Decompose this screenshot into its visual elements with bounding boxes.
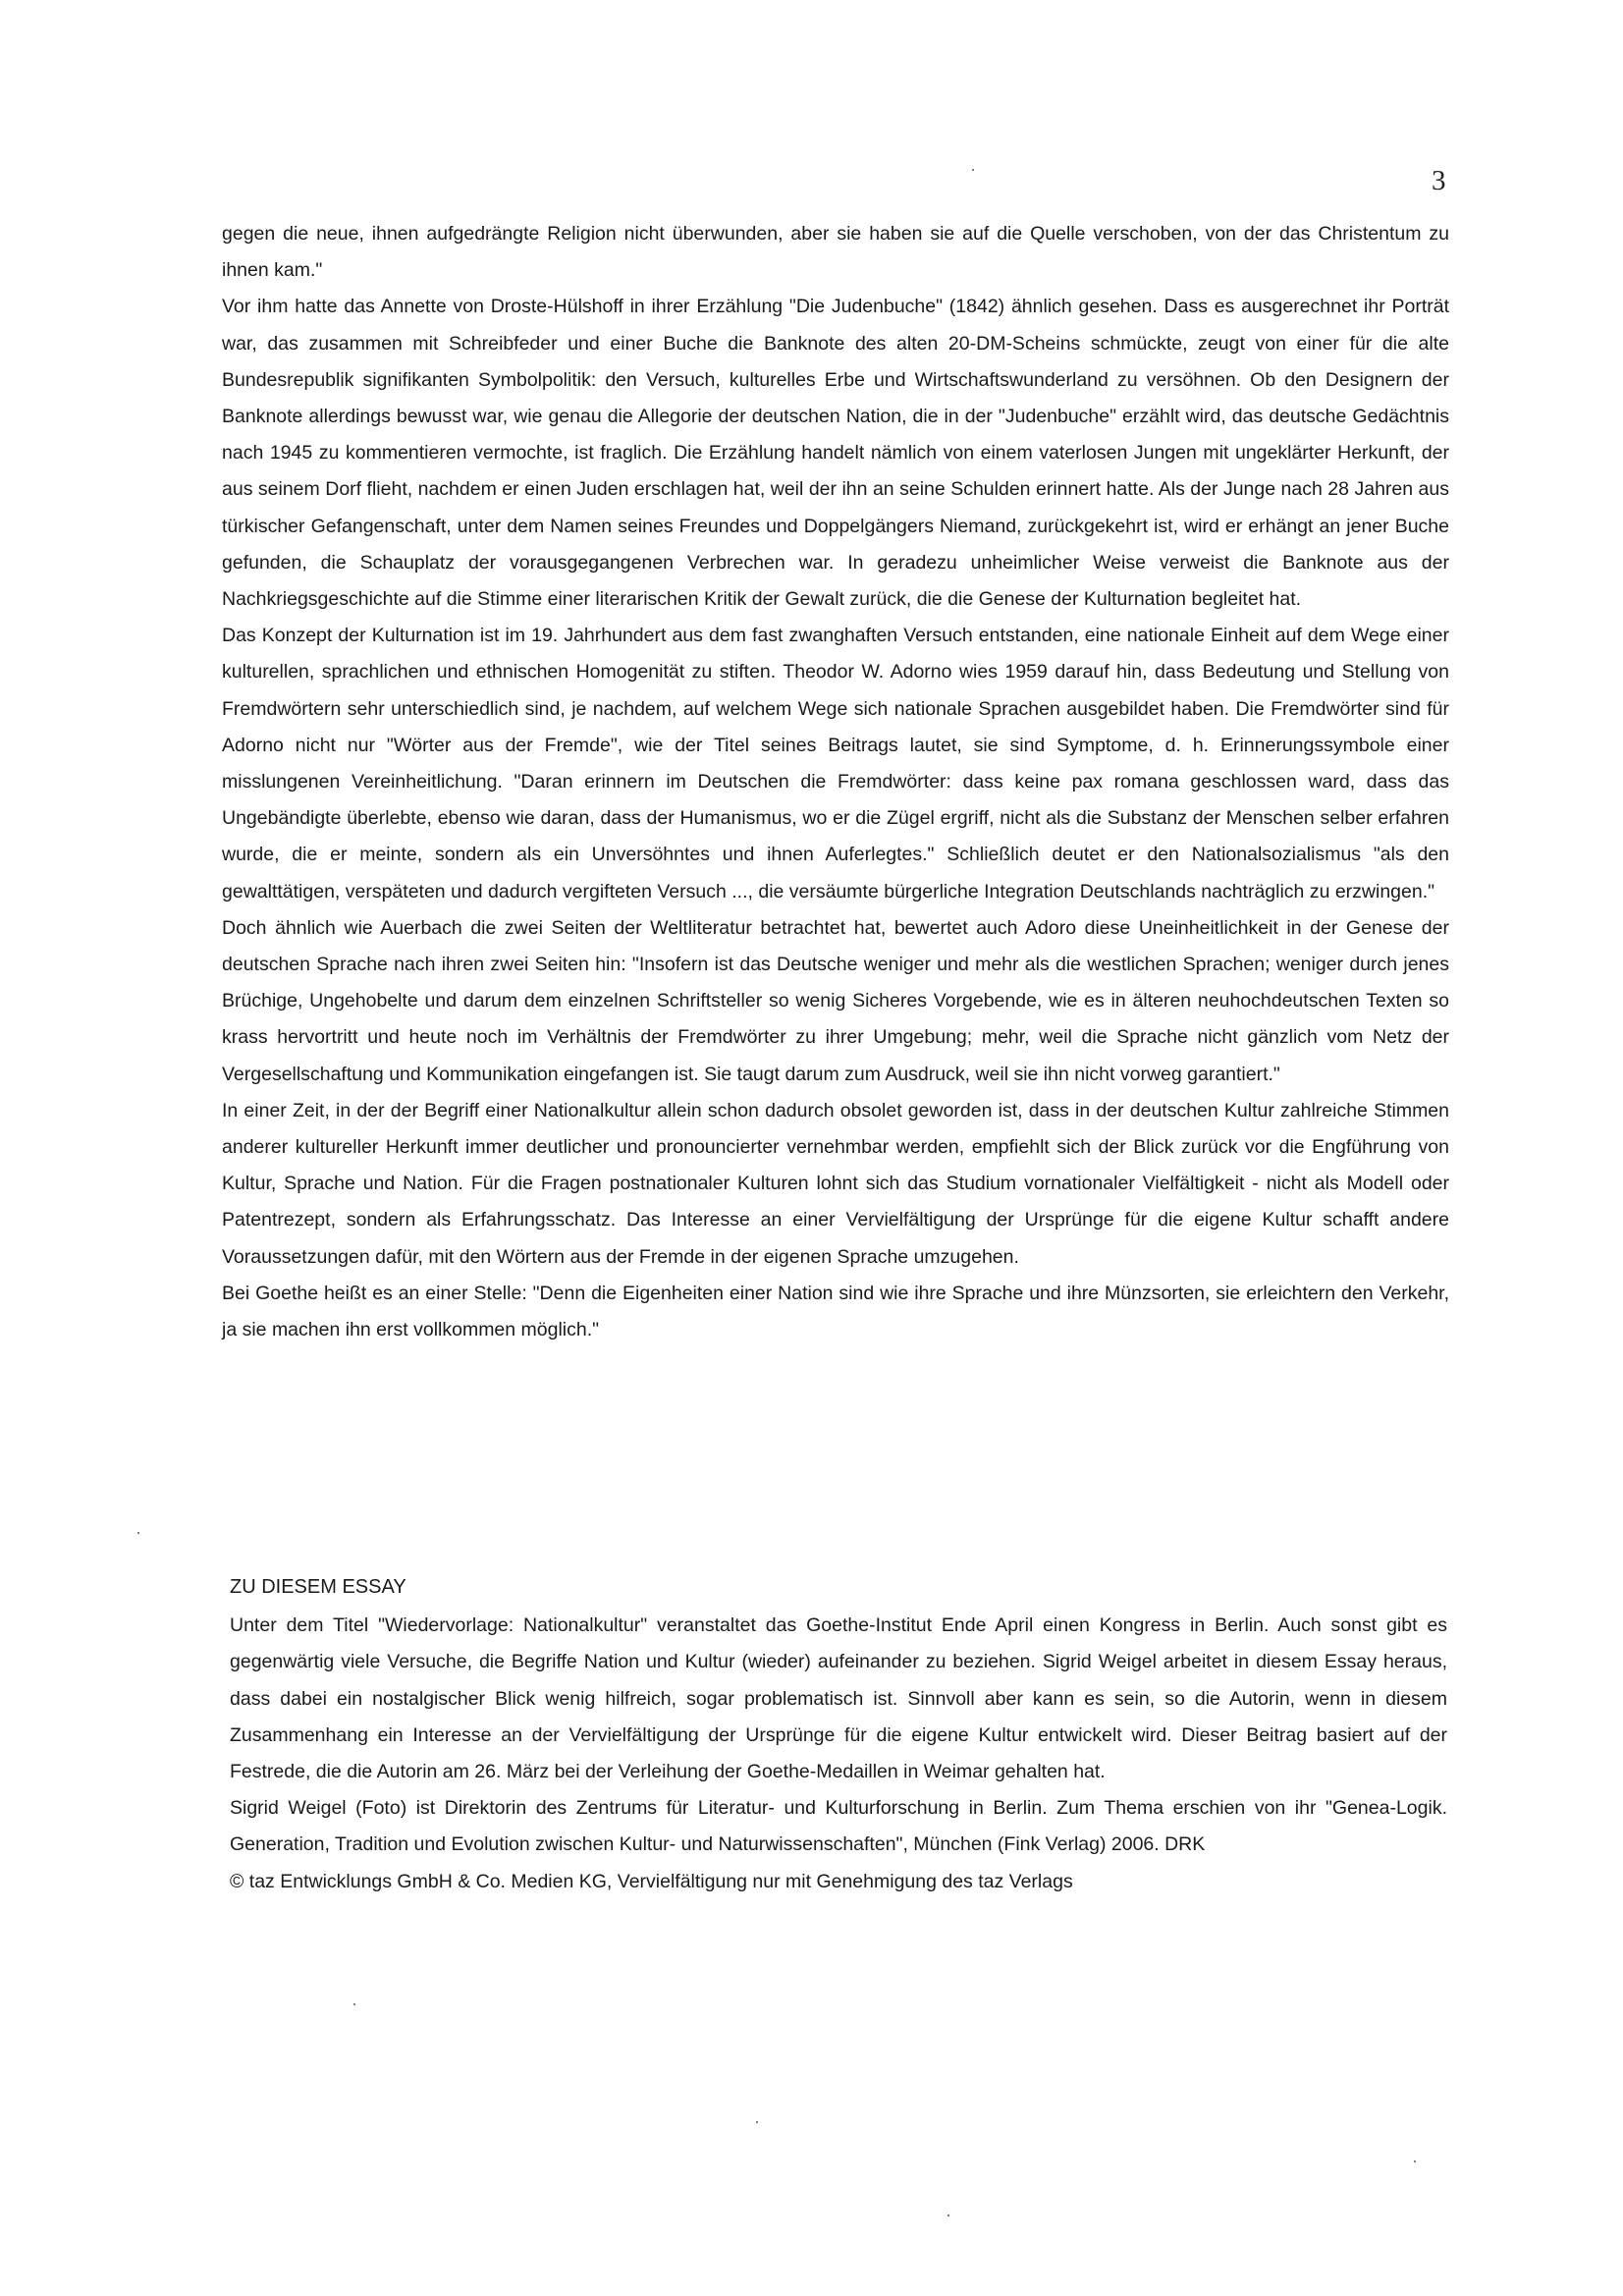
paragraph: gegen die neue, ihnen aufgedrängte Religion nicht überwunden, aber sie haben sie auf die Quelle verschoben, von der das Christentum zu ihnen kam." (222, 223, 1449, 282)
scan-speck (137, 1532, 139, 1534)
paragraph: In einer Zeit, in der der Begriff einer Nationalkultur allein schon dadurch obsolet geworden ist, dass in der deutschen Kultur zahlreiche Stimmen anderer kultureller Herkunft immer deutlicher und pronouncierter vernehmbar werden, empfiehlt sich der Blick zurück vor die Engführung von Kultur, Sprache und Nation. Für die Fragen postnationaler Kulturen lohnt sich das Studium vornationaler Vielfältigkeit - nicht als Modell oder Patentrezept, sondern als Erfahrungsschatz. Das Interesse an einer Vervielfältigung der Ursprünge für die eigene Kultur schafft andere Voraussetzungen dafür, mit den Wörtern aus der Fremde in der eigenen Sprache umzugehen. (222, 1099, 1449, 1268)
paragraph: Bei Goethe heißt es an einer Stelle: "Denn die Eigenheiten einer Nation sind wie ihre Sprache und ihre Münzsorten, sie erleichtern den Verkehr, ja sie machen ihn erst vollkommen möglich." (222, 1282, 1449, 1341)
essay-body (222, 216, 1449, 1348)
scan-speck (353, 2003, 355, 2005)
scan-speck (947, 2214, 949, 2216)
scan-speck (1414, 2160, 1416, 2162)
author-bio: Sigrid Weigel (Foto) ist Direktorin des Zentrums für Literatur- und Kulturforschung in Berlin. Zum Thema erschien von ihr "Genea-Logik. Generation, Tradition und Evolution zwischen Kultur- und Naturwissenschaften", München (Fink Verlag) 2006. DRK (230, 1797, 1447, 1856)
note-paragraph: Unter dem Titel "Wiedervorlage: Nationalkultur" veranstaltet das Goethe-Institut Ende April einen Kongress in Berlin. Auch sonst gibt es gegenwärtig viele Versuche, die Begriffe Nation und Kultur (wieder) aufeinander zu beziehen. Sigrid Weigel arbeitet in diesem Essay heraus, dass dabei ein nostalgischer Blick wenig hilfreich, sogar problematisch ist. Sinnvoll aber kann es sein, so die Autorin, wenn in diesem Zusammenhang ein Interesse an der Vervielfältigung der Ursprünge für die eigene Kultur entwickelt wird. Dieser Beitrag basiert auf der Festrede, die die Autorin am 26. März bei der Verleihung der Goethe-Medaillen in Weimar gehalten hat. (230, 1614, 1447, 1783)
note-heading: ZU DIESEM ESSAY (230, 1576, 406, 1598)
page-number: 3 (1432, 165, 1446, 196)
copyright-notice: © taz Entwicklungs GmbH & Co. Medien KG, Vervielfältigung nur mit Genehmigung des taz Verlags (230, 1870, 1073, 1892)
scan-speck (756, 2121, 758, 2123)
essay-note (230, 1569, 1447, 1900)
scan-speck (972, 169, 974, 171)
paragraph: Vor ihm hatte das Annette von Droste-Hülshoff in ihrer Erzählung "Die Judenbuche" (1842) ähnlich gesehen. Dass es ausgerechnet ihr Porträt war, das zusammen mit Schreibfeder und einer Buche die Banknote des alten 20-DM-Scheins schmückte, zeugt von einer für die alte Bundesrepublik signifikanten Symbolpolitik: den Versuch, kulturelles Erbe und Wirtschaftswunderland zu versöhnen. Ob den Designern der Banknote allerdings bewusst war, wie genau die Allegorie der deutschen Nation, die in der "Judenbuche" erzählt wird, das deutsche Gedächtnis nach 1945 zu kommentieren vermochte, ist fraglich. Die Erzählung handelt nämlich von einem vaterlosen Jungen mit ungeklärter Herkunft, der aus seinem Dorf flieht, nachdem er einen Juden erschlagen hat, weil der ihn an seine Schulden erinnert hatte. Als der Junge nach 28 Jahren aus türkischer Gefangenschaft, unter dem Namen seines Freundes und Doppelgängers Niemand, zurückgekehrt ist, wird er erhängt an jener Buche gefunden, die Schauplatz der vorausgegangenen Verbrechen war. In geradezu unheimlicher Weise verweist die Banknote aus der Nachkriegsgeschichte auf die Stimme einer literarischen Kritik der Gewalt zurück, die die Genese der Kulturnation begleitet hat. (222, 296, 1449, 611)
paragraph: Das Konzept der Kulturnation ist im 19. Jahrhundert aus dem fast zwanghaften Versuch entstanden, eine nationale Einheit auf dem Wege einer kulturellen, sprachlichen und ethnischen Homogenität zu stiften. Theodor W. Adorno wies 1959 darauf hin, dass Bedeutung und Stellung von Fremdwörtern sehr unterschiedlich sind, je nachdem, auf welchem Wege sich nationale Sprachen ausgebildet haben. Die Fremdwörter sind für Adorno nicht nur "Wörter aus der Fremde", wie der Titel seines Beitrags lautet, sie sind Symptome, d. h. Erinnerungssymbole einer misslungenen Vereinheitlichung. "Daran erinnern im Deutschen die Fremdwörter: dass keine pax romana geschlossen ward, dass das Ungebändigte überlebte, ebenso wie daran, dass der Humanismus, wo er die Zügel ergriff, nicht als die Substanz der Menschen selber erfahren wurde, die er meinte, sondern als ein Unversöhntes und ihnen Auferlegtes." Schließlich deutet er den Nationalsozialismus "als den gewalttätigen, verspäteten und dadurch vergifteten Versuch ..., die versäumte bürgerliche Integration Deutschlands nachträglich zu erzwingen." (222, 625, 1449, 902)
paragraph: Doch ähnlich wie Auerbach die zwei Seiten der Weltliteratur betrachtet hat, bewertet auch Adoro diese Uneinheitlichkeit in der Genese der deutschen Sprache nach ihren zwei Seiten hin: "Insofern ist das Deutsche weniger und mehr als die westlichen Sprachen; weniger durch jenes Brüchige, Ungehobelte und darum dem einzelnen Schriftsteller so wenig Sicheres Vorgebende, wie es in älteren neuhochdeutschen Texten so krass hervortritt und heute noch im Verhältnis der Fremdwörter zu ihrer Umgebung; mehr, weil die Sprache nicht gänzlich vom Netz der Vergesellschaftung und Kommunikation eingefangen ist. Sie taugt darum zum Ausdruck, weil sie ihn nicht vorweg garantiert." (222, 916, 1449, 1085)
